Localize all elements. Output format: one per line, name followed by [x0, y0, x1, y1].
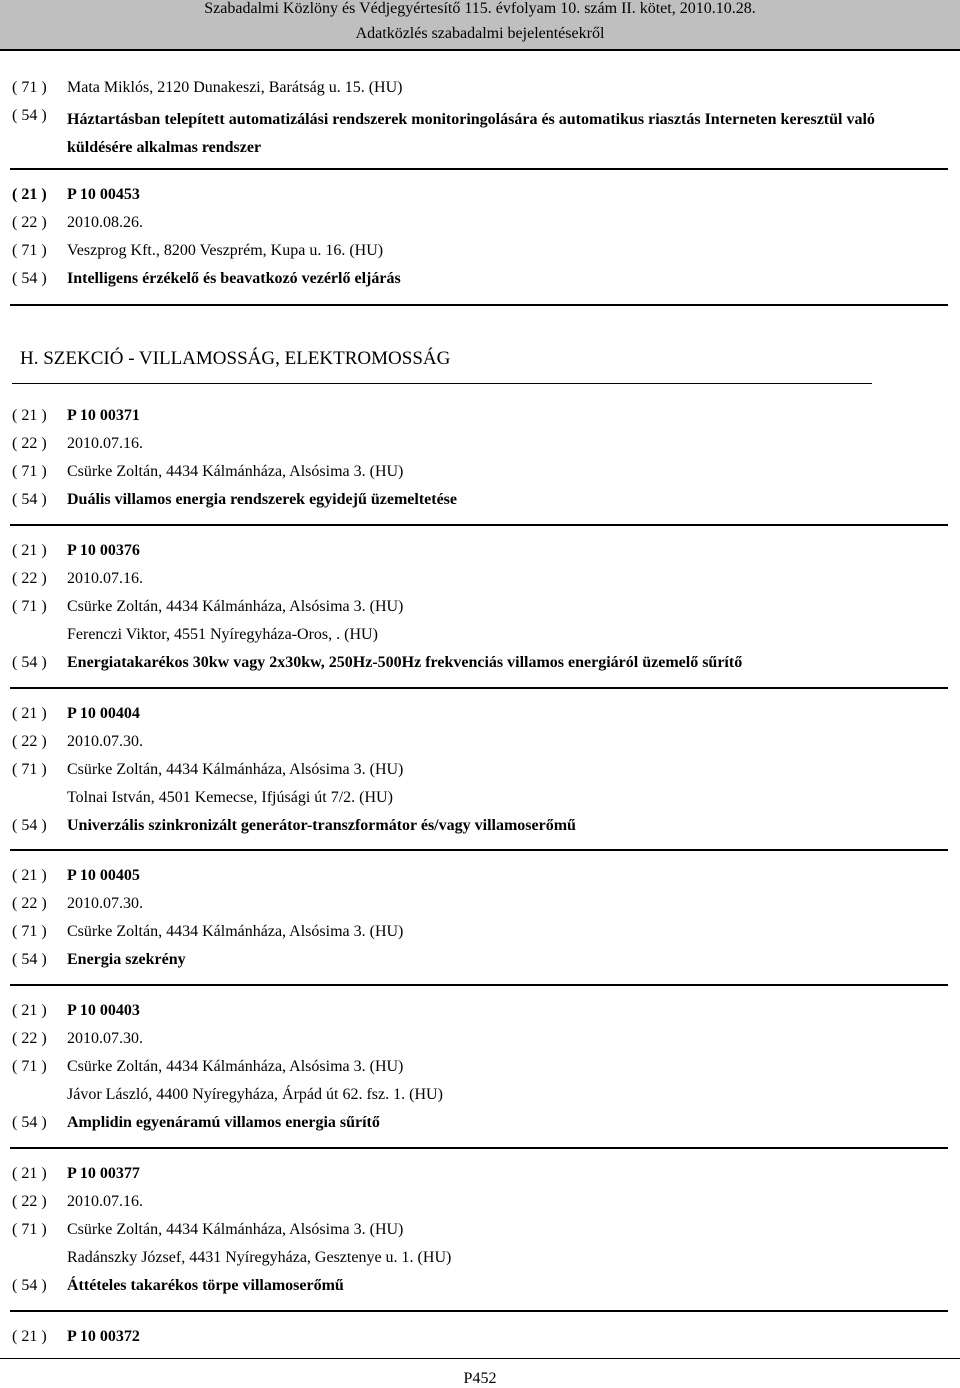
entry-row: ( 22 ) 2010.08.26. [12, 214, 143, 231]
entry-row: ( 21 ) P 10 00403 [12, 1002, 140, 1019]
entry-row: ( 22 ) 2010.07.16. [12, 570, 143, 587]
entry-row: Jávor László, 4400 Nyíregyháza, Árpád út 62. fsz. 1. (HU) [67, 1086, 443, 1103]
entry-row: Ferenczi Viktor, 4551 Nyíregyháza-Oros, . (HU) [67, 626, 378, 643]
entry-row: ( 21 ) P 10 00372 [12, 1328, 140, 1345]
entry-row: ( 21 ) P 10 00371 [12, 407, 140, 424]
entry-row: ( 21 ) P 10 00376 [12, 542, 140, 559]
separator [10, 304, 948, 306]
entry-row: ( 22 ) 2010.07.16. [12, 1193, 143, 1210]
section-underline [12, 383, 872, 384]
separator [10, 1147, 948, 1149]
entry-row: ( 71 ) Csürke Zoltán, 4434 Kálmánháza, Alsósima 3. (HU) [12, 1221, 404, 1238]
entry-row: ( 71 ) Csürke Zoltán, 4434 Kálmánháza, Alsósima 3. (HU) [12, 598, 404, 615]
entry-row: ( 21 ) P 10 00453 [12, 186, 140, 203]
entry-row: ( 71 ) Veszprog Kft., 8200 Veszprém, Kupa u. 16. (HU) [12, 242, 384, 259]
entry-row: ( 54 ) Energiatakarékos 30kw vagy 2x30kw, 250Hz-500Hz frekvenciás villamos energiáról üzemelő sűrítő [12, 654, 743, 671]
journal-title: Szabadalmi Közlöny és Védjegyértesítő 115. évfolyam 10. szám II. kötet, 2010.10.28. [204, 0, 756, 17]
entry-row: ( 71 ) Csürke Zoltán, 4434 Kálmánháza, Alsósima 3. (HU) [12, 761, 404, 778]
entry-title: Háztartásban telepített automatizálási rendszerek monitoringolására és automatikus riasztás Interneten keresztül való küldésére alkalmas rendszer [67, 111, 875, 156]
entry-row: ( 71 ) Mata Miklós, 2120 Dunakeszi, Barátság u. 15. (HU) [12, 79, 403, 96]
entry-row: ( 22 ) 2010.07.30. [12, 895, 143, 912]
section-title: H. SZEKCIÓ - VILLAMOSSÁG, ELEKTROMOSSÁG [20, 348, 451, 369]
separator [10, 524, 948, 526]
entry-row: ( 71 ) Csürke Zoltán, 4434 Kálmánháza, Alsósima 3. (HU) [12, 923, 404, 940]
entry-row: ( 54 ) Intelligens érzékelő és beavatkozó vezérlő eljárás [12, 270, 401, 287]
entry-row: ( 22 ) 2010.07.30. [12, 1030, 143, 1047]
entry-row: ( 71 ) Csürke Zoltán, 4434 Kálmánháza, Alsósima 3. (HU) [12, 463, 404, 480]
journal-subtitle: Adatközlés szabadalmi bejelentésekről [355, 25, 605, 42]
entry-row: ( 21 ) P 10 00405 [12, 867, 140, 884]
entry-row: Tolnai István, 4501 Kemecse, Ifjúsági út 7/2. (HU) [67, 789, 393, 806]
entry-row: ( 54 ) Duális villamos energia rendszerek egyidejű üzemeltetése [12, 491, 457, 508]
entry-row: ( 54 ) Univerzális szinkronizált generátor-transzformátor és/vagy villamoserőmű [12, 817, 576, 834]
separator [10, 168, 948, 170]
page-number: P452 [463, 1370, 497, 1387]
entry-row: ( 22 ) 2010.07.30. [12, 733, 143, 750]
entry-row: ( 54 ) Energia szekrény [12, 951, 186, 968]
entry-row: ( 21 ) P 10 00404 [12, 705, 140, 722]
entry-row: ( 54 ) Amplidin egyenáramú villamos energia sűrítő [12, 1114, 380, 1131]
separator [10, 1310, 948, 1312]
entry-row: ( 21 ) P 10 00377 [12, 1165, 140, 1182]
footer-rule [0, 1358, 960, 1359]
entry-row: ( 71 ) Csürke Zoltán, 4434 Kálmánháza, Alsósima 3. (HU) [12, 1058, 404, 1075]
entry-row: ( 54 ) [12, 107, 47, 124]
separator [10, 984, 948, 986]
entry-row: ( 22 ) 2010.07.16. [12, 435, 143, 452]
separator [10, 849, 948, 851]
separator [10, 687, 948, 689]
header-rule [0, 49, 960, 51]
entry-row: ( 54 ) Áttételes takarékos törpe villamoserőmű [12, 1277, 344, 1294]
entry-row: Radánszky József, 4431 Nyíregyháza, Gesztenye u. 1. (HU) [67, 1249, 452, 1266]
